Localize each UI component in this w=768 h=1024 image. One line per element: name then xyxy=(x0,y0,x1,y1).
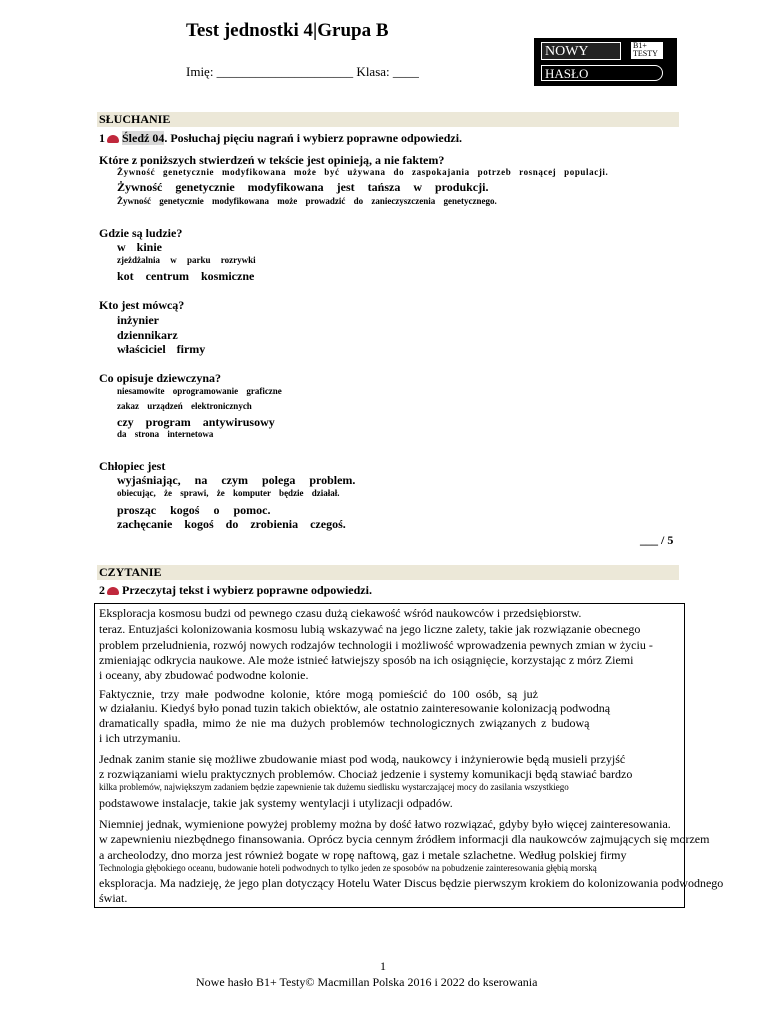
question-3-option-a: inżynier xyxy=(117,313,159,327)
question-3: Kto jest mówcą? xyxy=(99,298,185,312)
task-2-instruction xyxy=(99,583,372,598)
task-1-text: . Posłuchaj pięciu nagrań i wybierz poprawne odpowiedzi. xyxy=(164,131,463,145)
reading-line: w działaniu. Kiedyś było ponad tuzin takich obiektów, ale ostatnio zainteresowanie kolonizacją podwodną xyxy=(99,701,611,715)
page-number: 1 xyxy=(380,959,386,973)
reading-line: świat. xyxy=(99,891,128,905)
logo-b1-testy: B1+ TESTY xyxy=(631,42,663,59)
task-2-number: 2 xyxy=(99,583,105,597)
section-reading: CZYTANIE xyxy=(97,565,679,580)
listening-score: ___ / 5 xyxy=(640,533,674,547)
question-3-option-c: właściciel firmy xyxy=(117,342,206,356)
question-4-option-a: niesamowite oprogramowanie graficzne xyxy=(117,386,282,396)
question-5-option-a: wyjaśniając, na czym polega problem. xyxy=(117,473,356,487)
reading-line: Niemniej jednak, wymienione powyżej problemy można by dość łatwo rozwiązać, gdyby było więcej zainteresowania. xyxy=(99,817,671,831)
reading-line: i oceany, aby zbudować podwodne kolonie. xyxy=(99,668,309,682)
question-5-option-c: prosząc kogoś o pomoc. xyxy=(117,503,271,517)
reading-line: Faktycznie, trzy małe podwodne kolonie, które mogą pomieścić do 100 osób, są już xyxy=(99,687,538,701)
question-5: Chłopiec jest xyxy=(99,459,166,473)
reading-line: Jednak zanim stanie się możliwe zbudowanie miast pod wodą, naukowcy i inżynierowie będą musieli przyjść xyxy=(99,752,626,766)
reading-line: eksploracja. Ma nadzieję, że jego plan dotyczący Hotelu Water Discus będzie pierwszym krokiem do kolonizowania podwodnego xyxy=(99,876,724,890)
question-5-option-b: obiecując, że sprawi, że komputer będzie działał. xyxy=(117,488,340,498)
section-listening: SŁUCHANIE xyxy=(97,112,679,127)
task-1-number: 1 xyxy=(99,131,105,145)
series-logo xyxy=(534,38,677,86)
question-2-option-c: kot centrum kosmiczne xyxy=(117,269,255,283)
reading-line: teraz. Entuzjaści kolonizowania kosmosu lubią wskazywać na jego liczne zalety, takie jak rozwiązanie obecnego xyxy=(99,622,641,636)
reading-line: Technologia głębokiego oceanu, budowanie hoteli podwodnych to tylko jeden ze sposobów na pobudzenie zainteresowania głębią morską xyxy=(99,863,597,873)
reading-line: podstawowe instalacje, takie jak systemy wentylacji i utylizacji odpadów. xyxy=(99,796,453,810)
reading-line: a archeolodzy, dno morza jest również bogate w ropę naftową, gaz i metale szlachetne. Według polskiej firmy xyxy=(99,848,627,862)
question-5-option-d: zachęcanie kogoś do zrobienia czegoś. xyxy=(117,517,346,531)
question-2: Gdzie są ludzie? xyxy=(99,226,183,240)
question-4-option-c: czy program antywirusowy xyxy=(117,415,275,429)
reading-line: i ich utrzymaniu. xyxy=(99,731,181,745)
reading-line: kilka problemów, największym zadaniem będzie zapewnienie tak dużemu siedlisku wystarczającej mocy do zasilania wszystkiego xyxy=(99,782,569,792)
question-4-option-d: da strona internetowa xyxy=(117,429,214,439)
headphones-icon xyxy=(107,135,119,143)
question-1: Które z poniższych stwierdzeń w tekście jest opinieją, a nie faktem? xyxy=(99,153,445,167)
test-title: Test jednostki 4|Grupa B xyxy=(186,20,389,41)
track-label: Śledź 04 xyxy=(122,131,165,145)
task-1-instruction xyxy=(99,131,462,146)
question-3-option-b: dziennikarz xyxy=(117,328,178,342)
name-class-fields: Imię: _____________________ Klasa: ____ xyxy=(186,64,419,79)
logo-haslo: HASŁO xyxy=(541,65,663,81)
question-2-option-b: zjeżdżalnia w parku rozrywki xyxy=(117,255,256,265)
reading-line: zmieniając odkrycia naukowe. Ale może istnieć łatwiejszy sposób na ich osiągnięcie, korzystając z mórz Ziemi xyxy=(99,653,634,667)
question-1-option-c: Żywność genetycznie modyfikowana może prowadzić do zanieczyszczenia genetycznego. xyxy=(117,196,497,206)
reading-line: w zapewnieniu niezbędnego finansowania. Oprócz bycia cennym źródłem informacji dla naukowców zajmujących się morzem xyxy=(99,832,710,846)
reading-line: dramatically spadła, mimo że nie ma dużych problemów technologicznych związanych z budową xyxy=(99,716,590,730)
question-4-option-b: zakaz urządzeń elektronicznych xyxy=(117,401,252,411)
reading-line: Eksploracja kosmosu budzi od pewnego czasu dużą ciekawość wśród naukowców i przedsiębiorstw. xyxy=(99,606,582,620)
reading-line: problem przeludnienia, rozwój nowych rodzajów technologii i możliwość wprowadzenia pewnych zmian w życiu - xyxy=(99,638,653,652)
task-2-text: Przeczytaj tekst i wybierz poprawne odpowiedzi. xyxy=(122,583,372,597)
question-2-option-a: w kinie xyxy=(117,240,163,254)
copyright-footer: Nowe hasło B1+ Testy© Macmillan Polska 2016 i 2022 do kserowania xyxy=(196,975,538,989)
question-1-option-a: Żywność genetycznie modyfikowana może być używana do zaspokajania potrzeb rosnącej populacji. xyxy=(117,167,609,177)
book-icon xyxy=(107,587,119,595)
logo-nowy: NOWY xyxy=(541,42,621,60)
reading-line: z rozwiązaniami wielu praktycznych problemów. Chociaż jedzenie i systemy komunikacji będą stawiać bardzo xyxy=(99,767,633,781)
question-1-option-b: Żywność genetycznie modyfikowana jest tańsza w produkcji. xyxy=(117,180,489,194)
question-4: Co opisuje dziewczyna? xyxy=(99,371,221,385)
